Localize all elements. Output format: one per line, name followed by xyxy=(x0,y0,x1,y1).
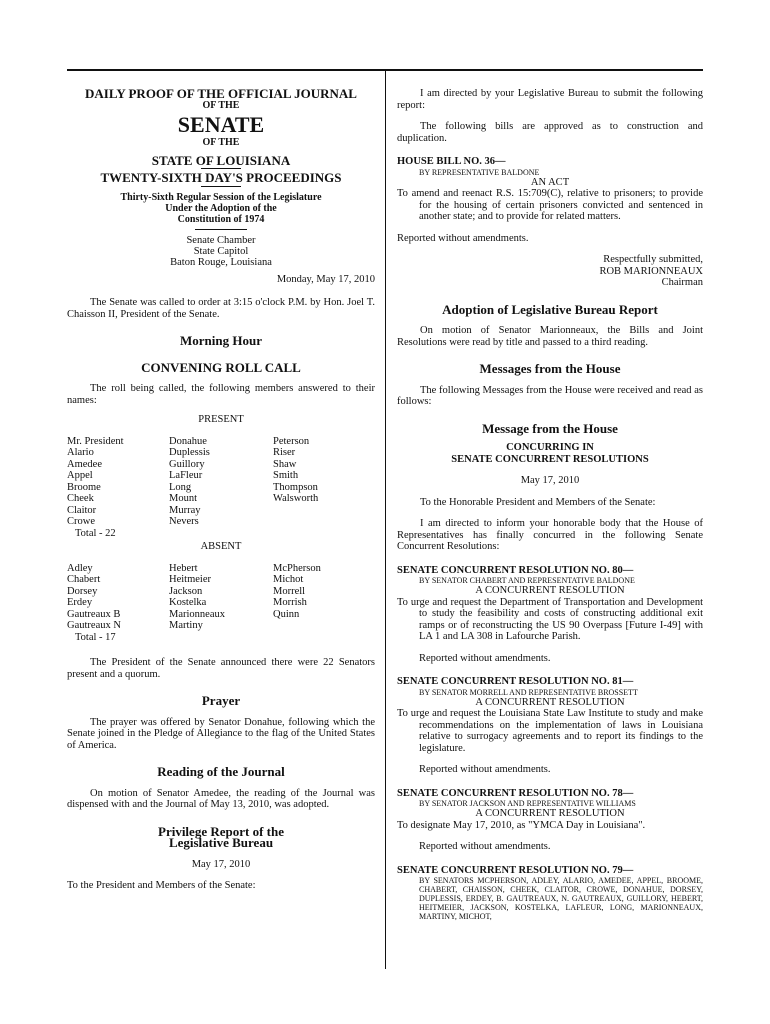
absent-col-2: Hebert Heitmeier Jackson Kostelka Marionneaux Martiny xyxy=(169,562,225,631)
privilege-date: May 17, 2010 xyxy=(191,858,251,870)
messages-text: The following Messages from the House were received and read as follows: xyxy=(397,384,703,407)
scr78-sponsor: BY SENATOR JACKSON AND REPRESENTATIVE WILLIAMS xyxy=(419,799,636,808)
adoption-heading: Adoption of Legislative Bureau Report xyxy=(442,301,658,317)
signature-3: Chairman xyxy=(661,277,703,288)
scr79-sponsor: BY SENATORS MCPHERSON, ADLEY, ALARIO, AMEDEE, APPEL, BROOME, CHABERT, CHAISSON, CHEEK, CLAITOR, CROWE, DONAHUE, DORSEY, DUPLESSIS, ERDEY, B. GAUTREAUX, N. GAUTREAUX, GUILLORY, HEBERT, HEITMEIER, JACKSON, KOSTELKA, LAFLEUR, LONG, MARIONNEAUX, MARTINY, MICHOT, xyxy=(419,876,703,921)
quorum-text: The President of the Senate announced there were 22 Senators present and a quorum. xyxy=(67,657,375,680)
reading-text: On motion of Senator Amedee, the reading of the Journal was dispensed with and the Journal of May 13, 2010, was adopted. xyxy=(67,787,375,810)
present-list xyxy=(67,436,375,528)
scr78-reported: Reported without amendments. xyxy=(419,841,551,852)
message-heading: Message from the House xyxy=(482,420,618,436)
address-line-3: Baton Rouge, Louisiana xyxy=(170,256,272,268)
present-col-3: Peterson Riser Shaw Smith Thompson Walsworth xyxy=(273,435,319,504)
adoption-text: On motion of Senator Marionneaux, the Bills and Joint Resolutions were read by title and passed to a third reading. xyxy=(397,325,703,348)
scr80-reported: Reported without amendments. xyxy=(419,652,551,664)
absent-label: ABSENT xyxy=(200,541,242,552)
present-total: Total - 22 xyxy=(75,527,116,539)
scr81-reported: Reported without amendments. xyxy=(419,764,551,775)
prayer-heading: Prayer xyxy=(201,693,241,708)
house-bill-reported: Reported without amendments. xyxy=(397,232,529,244)
signature-2: ROB MARIONNEAUX xyxy=(599,265,703,277)
session-line-1: Thirty-Sixth Regular Session of the Legislature xyxy=(120,191,322,203)
scr78-heading: SENATE CONCURRENT RESOLUTION NO. 78— xyxy=(397,787,634,799)
signature-1: Respectfully submitted, xyxy=(603,254,703,265)
absent-col-3: McPherson Michot Morrell Morrish Quinn xyxy=(273,562,321,620)
scr80-text: To urge and request the Department of Transportation and Development to study the feasibility and costs of constructing additional exit ramps or of reconstructing the US 90 Overpass [Future I-49] with LA 1 and LA 308 in Lafourche Parish. xyxy=(397,596,703,642)
left-column xyxy=(67,84,375,892)
house-bill-act: AN ACT xyxy=(530,176,570,188)
session-line-3: Constitution of 1974 xyxy=(177,213,265,225)
absent-list xyxy=(67,563,375,632)
house-bill-sponsor: BY REPRESENTATIVE BALDONE xyxy=(419,167,540,177)
privilege-heading-1: Privilege Report of the xyxy=(158,823,284,839)
present-label: PRESENT xyxy=(198,414,244,425)
scr81-heading: SENATE CONCURRENT RESOLUTION NO. 81— xyxy=(397,676,634,687)
day-proceedings: TWENTY-SIXTH DAY'S PROCEEDINGS xyxy=(100,170,342,185)
approved-text: The following bills are approved as to construction and duplication. xyxy=(397,121,703,144)
present-col-2: Donahue Duplessis Guillory LaFleur Long Mount Murray Nevers xyxy=(169,435,210,527)
directed-text: I am directed by your Legislative Bureau to submit the following report: xyxy=(397,88,703,111)
session-date: Monday, May 17, 2010 xyxy=(276,273,375,285)
house-bill-heading: HOUSE BILL NO. 36— xyxy=(397,156,506,167)
present-col-1: Mr. President Alario Amedee Appel Broome Cheek Claitor Crowe xyxy=(67,435,124,527)
scr80-type: A CONCURRENT RESOLUTION xyxy=(475,585,625,596)
scr80-sponsor: BY SENATOR CHABERT AND REPRESENTATIVE BALDONE xyxy=(419,576,635,585)
short-rule-2 xyxy=(201,186,241,187)
concurring-line-1: CONCURRING IN xyxy=(506,442,594,453)
scr81-type: A CONCURRENT RESOLUTION xyxy=(475,696,625,708)
scr81-text: To urge and request the Louisiana State Law Institute to study and make recommendations on the implementation of laws in Louisiana relative to surrogacy agreements and to report its findings to the legislature. xyxy=(397,708,703,754)
of-the-2: OF THE xyxy=(202,137,240,148)
called-to-order: The Senate was called to order at 3:15 o'clock P.M. by Hon. Joel T. Chaisson II, President of the Senate. xyxy=(67,297,375,320)
short-rule-1 xyxy=(201,168,241,169)
roll-intro: The roll being called, the following members answered to their names: xyxy=(67,383,375,406)
scr78-type: A CONCURRENT RESOLUTION xyxy=(475,808,625,819)
morning-hour-heading: Morning Hour xyxy=(180,333,262,348)
roll-call-heading: CONVENING ROLL CALL xyxy=(141,359,301,375)
session-line-2: Under the Adoption of the xyxy=(165,202,277,214)
journal-title: DAILY PROOF OF THE OFFICIAL JOURNAL xyxy=(85,86,357,101)
message-date: May 17, 2010 xyxy=(520,475,580,486)
concurring-line-2: SENATE CONCURRENT RESOLUTIONS xyxy=(451,453,649,465)
house-bill-text: To amend and reenact R.S. 15:709(C), relative to prisoners; to provide for the housing of certain prisoners convicted and sentenced in another state; and to provide for related matters. xyxy=(397,188,703,222)
absent-col-1: Adley Chabert Dorsey Erdey Gautreaux B Gautreaux N xyxy=(67,562,121,631)
short-rule-3 xyxy=(195,229,247,230)
message-to: To the Honorable President and Members of the Senate: xyxy=(420,496,656,508)
scr81-sponsor: BY SENATOR MORRELL AND REPRESENTATIVE BROSSETT xyxy=(419,687,638,697)
right-column xyxy=(397,84,703,921)
reading-heading: Reading of the Journal xyxy=(157,764,285,779)
to-president: To the President and Members of the Senate: xyxy=(67,880,256,891)
of-the-1: OF THE xyxy=(202,99,240,111)
messages-heading: Messages from the House xyxy=(479,361,621,376)
column-divider xyxy=(385,71,386,969)
prayer-text: The prayer was offered by Senator Donahue, following which the Senate joined in the Pledge of Allegiance to the flag of the United States of America. xyxy=(67,716,375,751)
senate-title: SENATE xyxy=(177,112,265,137)
scr79-heading: SENATE CONCURRENT RESOLUTION NO. 79— xyxy=(397,864,634,876)
scr78-text: To designate May 17, 2010, as "YMCA Day in Louisiana". xyxy=(397,819,646,831)
address-line-2: State Capitol xyxy=(193,245,249,257)
privilege-heading-2: Legislative Bureau xyxy=(168,835,274,850)
scr80-heading: SENATE CONCURRENT RESOLUTION NO. 80— xyxy=(397,564,634,576)
absent-total: Total - 17 xyxy=(75,631,116,643)
message-inform: I am directed to inform your honorable body that the House of Representatives has finally concurred in the following Senate Concurrent Resolutions: xyxy=(397,518,703,552)
state-title: STATE OF LOUISIANA xyxy=(151,152,291,168)
address-line-1: Senate Chamber xyxy=(186,234,256,246)
